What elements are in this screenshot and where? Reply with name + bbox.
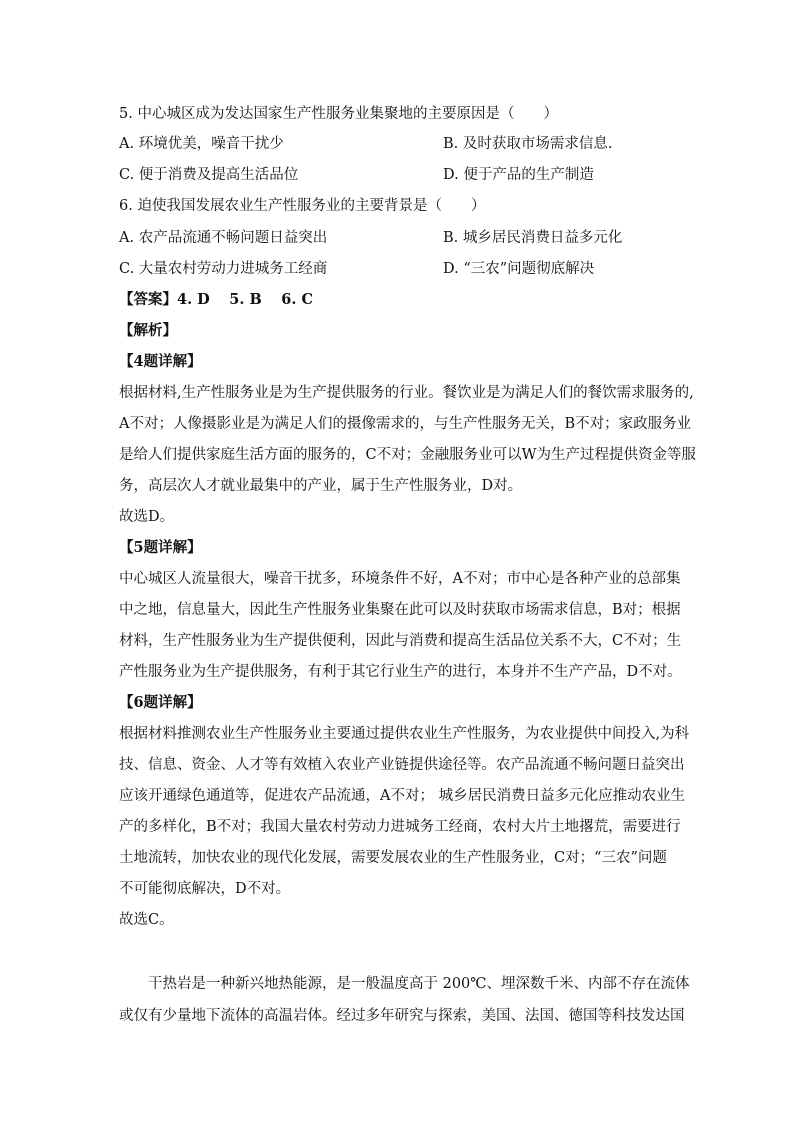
detail-4-line: 是给人们提供家庭生活方面的服务的，C不对；金融服务业可以W为生产过程提供资金等服 (119, 447, 696, 463)
detail-5-line: 中之地，信息量大，因此生产性服务业集聚在此可以及时获取市场需求信息，B对；根据 (119, 602, 681, 618)
q6-option-c: C. 大量农村劳动力进城务工经商 (119, 261, 328, 277)
detail-6-line: 应该开通绿色通道等，促进农产品流通，A不对； 城乡居民消费日益多元化应推动农业生 (119, 788, 686, 804)
detail-6-line: 不可能彻底解决，D不对。 (119, 881, 291, 897)
question-5-options-row-1 (119, 134, 675, 154)
answer-line: 【答案】4. D 5. B 6. C (119, 291, 314, 308)
detail-5-line: 材料，生产性服务业为生产提供便利，因此与消费和提高生活品位关系不大，C不对；生 (119, 633, 682, 649)
detail-5-title: 【5题详解】 (119, 539, 202, 556)
q5-option-c: C. 便于消费及提高生活品位 (119, 167, 299, 183)
q6-option-d: D. “三农”问题彻底解决 (443, 261, 595, 277)
analysis-label: 【解析】 (119, 322, 177, 339)
detail-6-conclusion: 故选C。 (119, 912, 174, 928)
q6-option-a: A. 农产品流通不畅问题日益突出 (119, 230, 328, 246)
question-5-options-row-2 (119, 165, 675, 185)
q5-option-d: D. 便于产品的生产制造 (443, 167, 594, 183)
detail-6-line: 技、信息、资金、人才等有效植入农业产业链提供途径等。农产品流通不畅问题日益突出 (119, 757, 685, 773)
detail-4-conclusion: 故选D。 (119, 509, 175, 525)
q5-option-b: B. 及时获取市场需求信息. (443, 136, 613, 152)
detail-5-line: 中心城区人流量很大，噪音干扰多，环境条件不好，A不对；市中心是各种产业的总部集 (119, 571, 681, 587)
detail-4-line: 根据材料,生产性服务业是为生产提供服务的行业。餐饮业是为满足人们的餐饮需求服务的, (119, 385, 694, 401)
question-5-stem: 5. 中心城区成为发达国家生产性服务业集聚地的主要原因是（ ） (119, 106, 558, 122)
passage-line: 或仅有少量地下流体的高温岩体。经过多年研究与探索，美国、法国、德国等科技发达国 (119, 1008, 685, 1024)
q5-option-a: A. 环境优美，噪音干扰少 (119, 136, 284, 152)
detail-6-line: 产的多样化，B不对；我国大量农村劳动力进城务工经商，农村大片土地撂荒，需要进行 (119, 819, 681, 835)
passage-line: 干热岩是一种新兴地热能源，是一般温度高于 200℃、埋深数千米、内部不存在流体 (119, 976, 690, 992)
detail-4-line: A不对；人像摄影业是为满足人们的摄像需求的，与生产性服务无关，B不对；家政服务业 (119, 416, 692, 432)
q6-option-b: B. 城乡居民消费日益多元化 (443, 230, 623, 246)
detail-6-line: 根据材料推测农业生产性服务业主要通过提供农业生产性服务，为农业提供中间投入,为科 (119, 726, 690, 742)
detail-4-title: 【4题详解】 (119, 353, 202, 370)
detail-5-line: 产性服务业为生产提供服务，有利于其它行业生产的进行，本身并不生产产品，D不对。 (119, 664, 682, 680)
question-6-options-row-1 (119, 228, 675, 248)
detail-6-line: 土地流转，加快农业的现代化发展，需要发展农业的生产性服务业，C对；“三农”问题 (119, 850, 667, 866)
question-6-stem: 6. 迫使我国发展农业生产性服务业的主要背景是（ ） (119, 198, 486, 214)
detail-6-title: 【6题详解】 (119, 694, 202, 711)
detail-4-line: 务，高层次人才就业最集中的产业，属于生产性服务业，D对。 (119, 478, 523, 494)
question-6-options-row-2 (119, 259, 675, 279)
